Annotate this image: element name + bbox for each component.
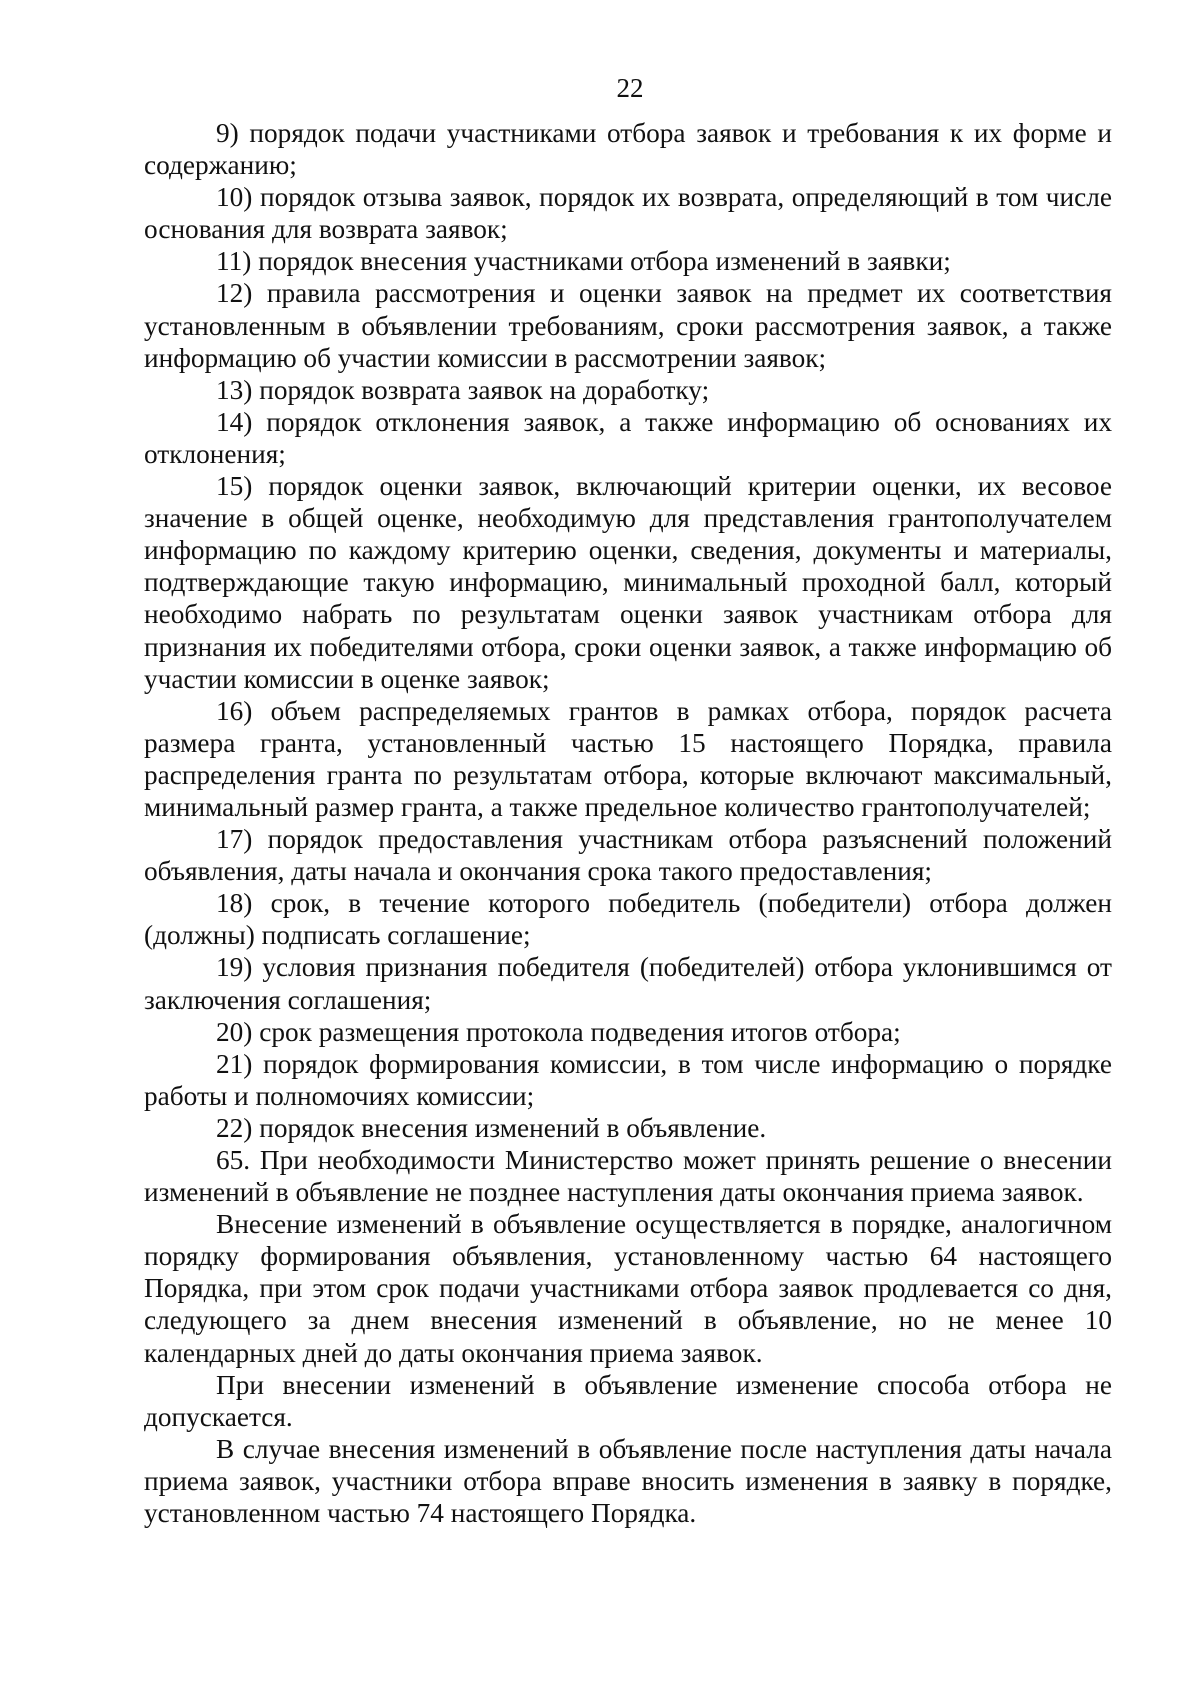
list-item-17: 17) порядок предоставления участникам отбора разъяснений положений объявления, даты начала и окончания срока такого предоставления;: [144, 824, 1112, 887]
list-item-14: 14) порядок отклонения заявок, а также информацию об основаниях их отклонения;: [144, 406, 1112, 469]
list-item-13: 13) порядок возврата заявок на доработку;: [216, 374, 710, 405]
list-item-11: 11) порядок внесения участниками отбора изменений в заявки;: [216, 246, 951, 277]
page-number: 22: [616, 73, 644, 103]
list-item-15: 15) порядок оценки заявок, включающий критерии оценки, их весовое значение в общей оценке, необходимую для представления грантополучателем информацию по каждому критерию оценки, сведения, документы и материалы, подтверждающие такую информацию, минимальный проходной балл, который необходимо набрать по результатам оценки заявок участникам отбора для признания их победителями отбора, сроки оценки заявок, а также информацию об участии комиссии в оценке заявок;: [144, 471, 1112, 694]
amendment-procedure-paragraph: Внесение изменений в объявление осуществляется в порядке, аналогичном порядку формирования объявления, установленному частью 64 настоящего Порядка, при этом срок подачи участниками отбора заявок продлевается со дня, следующего за днем внесения изменений в объявление, но не менее 10 календарных дней до даты окончания приема заявок.: [144, 1209, 1112, 1368]
list-item-20: 20) срок размещения протокола подведения итогов отбора;: [216, 1016, 901, 1047]
application-changes-paragraph: В случае внесения изменений в объявление после наступления даты начала приема заявок, участники отбора вправе вносить изменения в заявку в порядке, установленном частью 74 настоящего Порядка.: [144, 1433, 1112, 1529]
list-item-10: 10) порядок отзыва заявок, порядок их возврата, определяющий в том числе основания для возврата заявок;: [144, 182, 1112, 245]
list-item-9: 9) порядок подачи участниками отбора заявок и требования к их форме и содержанию;: [144, 118, 1112, 181]
list-item-18: 18) срок, в течение которого победитель (победители) отбора должен (должны) подписать соглашение;: [144, 888, 1112, 951]
selection-method-paragraph: При внесении изменений в объявление изменение способа отбора не допускается.: [144, 1369, 1112, 1432]
list-item-12: 12) правила рассмотрения и оценки заявок на предмет их соответствия установленным в объявлении требованиям, сроки рассмотрения заявок, а также информацию об участии комиссии в рассмотрении заявок;: [144, 278, 1112, 373]
list-item-16: 16) объем распределяемых грантов в рамках отбора, порядок расчета размера гранта, установленный частью 15 настоящего Порядка, правила распределения гранта по результатам отбора, которые включают максимальный, минимальный размер гранта, а также предельное количество грантополучателей;: [144, 695, 1112, 822]
section-65-paragraph: 65. При необходимости Министерство может принять решение о внесении изменений в объявление не позднее наступления даты окончания приема заявок.: [144, 1145, 1112, 1208]
list-item-22: 22) порядок внесения изменений в объявление.: [216, 1112, 767, 1143]
list-item-19: 19) условия признания победителя (победителей) отбора уклонившимся от заключения соглашения;: [144, 952, 1112, 1015]
list-item-21: 21) порядок формирования комиссии, в том числе информацию о порядке работы и полномочиях комиссии;: [144, 1048, 1112, 1111]
document-body: [144, 117, 1112, 1529]
